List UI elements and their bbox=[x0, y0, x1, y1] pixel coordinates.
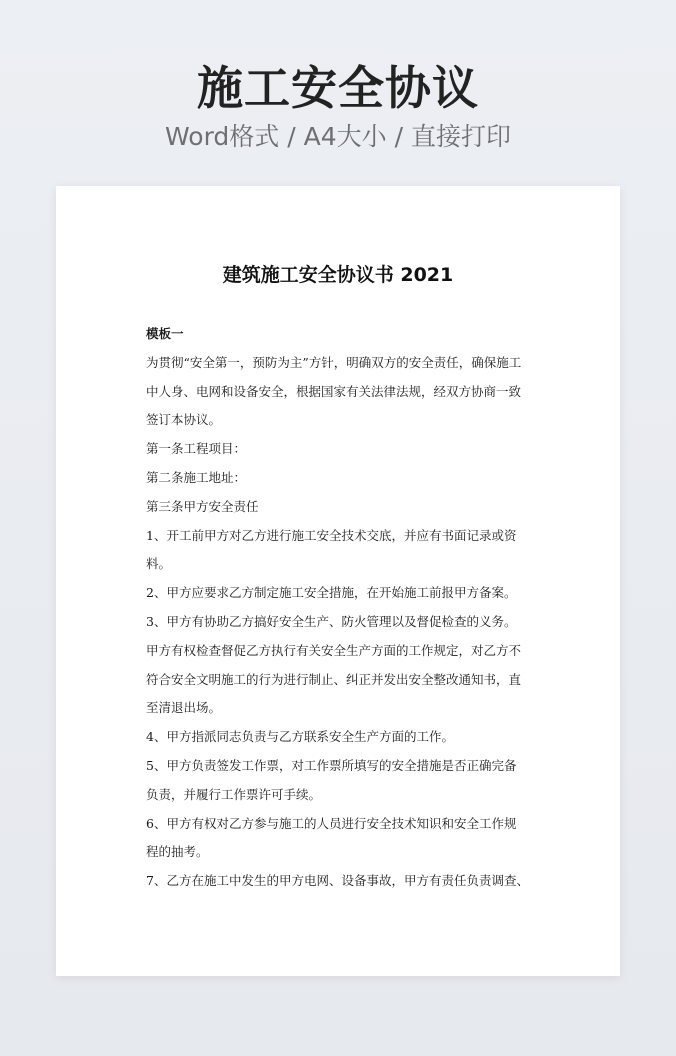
document-line: 第二条施工地址： bbox=[146, 469, 247, 485]
document-line: 甲方有权检查督促乙方执行有关安全生产方面的工作规定，对乙方不 bbox=[146, 642, 522, 658]
page-header bbox=[0, 58, 676, 154]
document-line: 中人身、电网和设备安全，根据国家有关法律法规，经双方协商一致 bbox=[146, 383, 522, 399]
document-line: 2、甲方应要求乙方制定施工安全措施，在开始施工前报甲方备案。 bbox=[146, 585, 517, 601]
document-line: 4、甲方指派同志负责与乙方联系安全生产方面的工作。 bbox=[146, 729, 454, 745]
document-line: 3、甲方有协助乙方搞好安全生产、防火管理以及督促检查的义务。 bbox=[146, 613, 517, 629]
document-line: 签订本协议。 bbox=[146, 412, 222, 428]
document-line: 第一条工程项目： bbox=[146, 441, 247, 457]
document-section-heading: 模板一 bbox=[146, 326, 184, 341]
document-line: 符合安全文明施工的行为进行制止、纠正并发出安全整改通知书，直 bbox=[146, 671, 522, 687]
document-line: 6、甲方有权对乙方参与施工的人员进行安全技术知识和安全工作规 bbox=[146, 815, 517, 831]
document-line: 第三条甲方安全责任 bbox=[146, 498, 259, 514]
document-line: 负责，并履行工作票许可手续。 bbox=[146, 786, 322, 802]
document-line: 为贯彻“安全第一，预防为主”方针，明确双方的安全责任，确保施工 bbox=[146, 354, 522, 370]
document-body bbox=[146, 320, 534, 896]
document-line: 至清退出场。 bbox=[146, 700, 222, 716]
page-title: 施工安全协议 bbox=[197, 61, 479, 115]
page-subtitle: Word格式 / A4大小 / 直接打印 bbox=[165, 122, 511, 151]
document-line: 1、开工前甲方对乙方进行施工安全技术交底，并应有书面记录或资 bbox=[146, 527, 517, 543]
document-title: 建筑施工安全协议书 2021 bbox=[222, 264, 454, 286]
document-line: 料。 bbox=[146, 556, 172, 572]
document-line: 程的抽考。 bbox=[146, 844, 209, 860]
document-line: 5、甲方负责签发工作票，对工作票所填写的安全措施是否正确完备 bbox=[146, 757, 517, 773]
document-line: 7、乙方在施工中发生的甲方电网、设备事故，甲方有责任负责调查、 bbox=[146, 873, 529, 889]
document-preview-page bbox=[56, 186, 620, 976]
